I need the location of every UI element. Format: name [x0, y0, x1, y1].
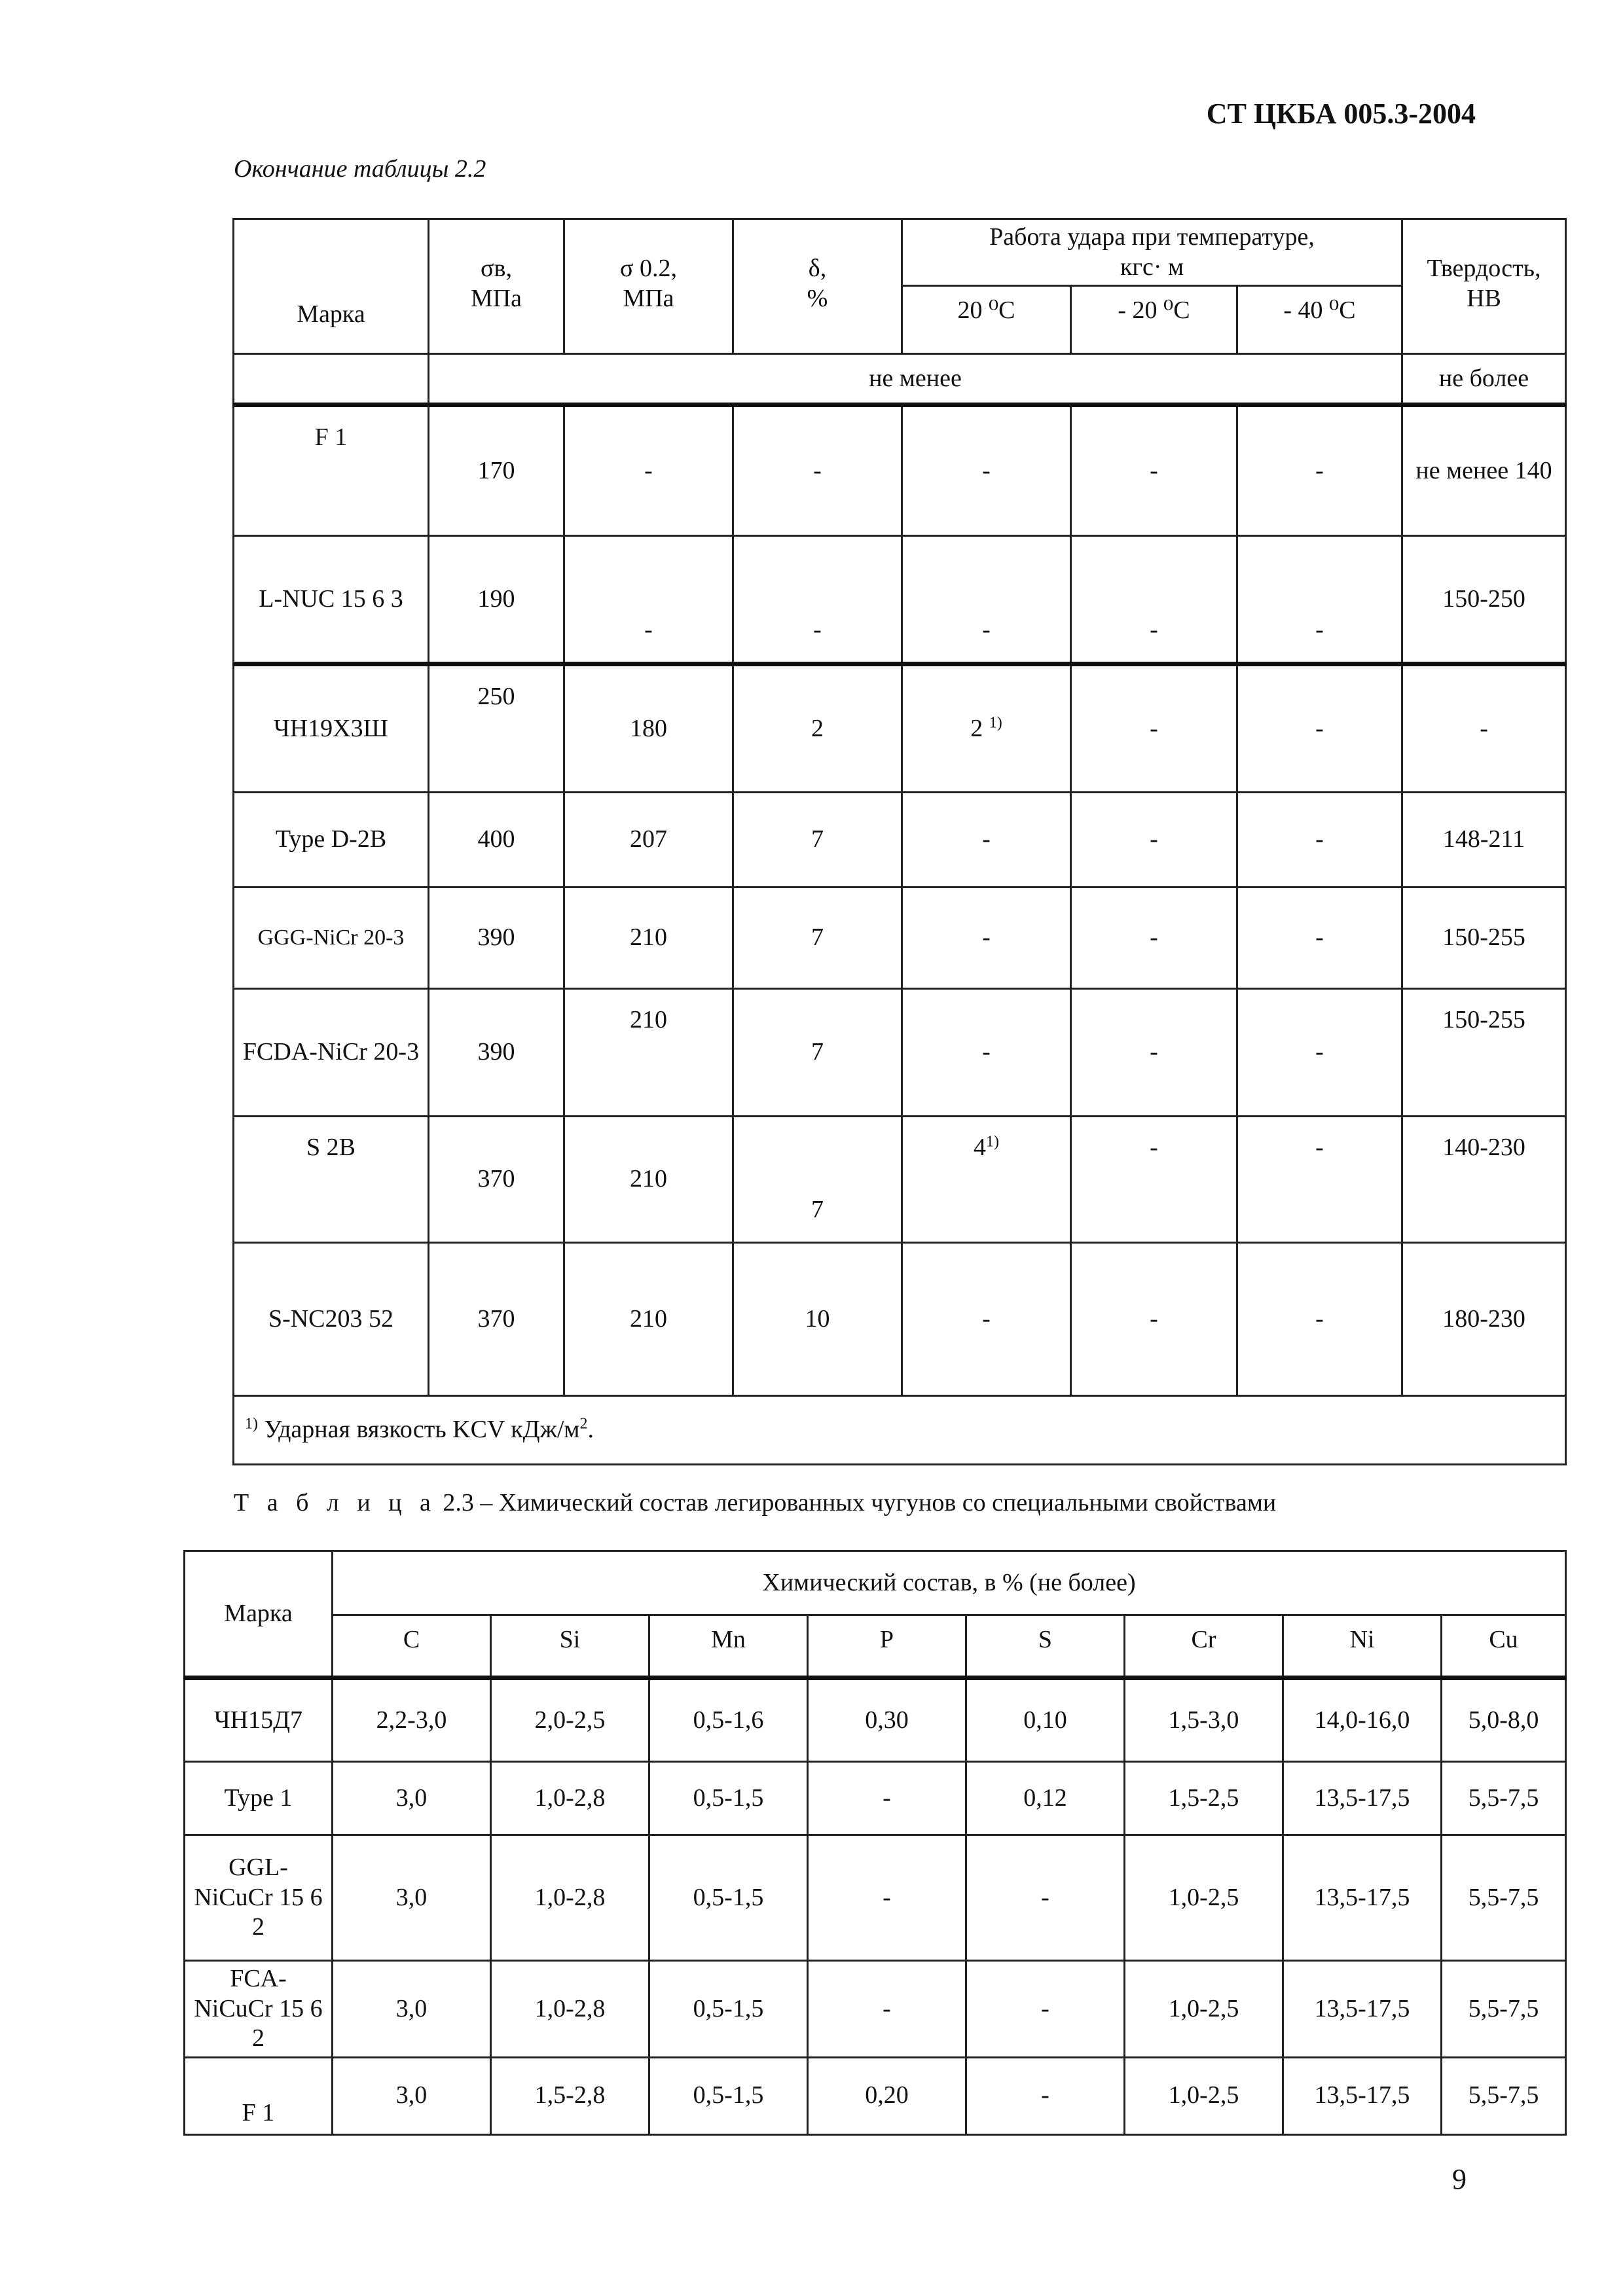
value-cell: 13,5-17,5 — [1283, 1762, 1442, 1835]
value-cell: 0,30 — [808, 1678, 966, 1762]
value-cell: 1,0-2,5 — [1125, 2057, 1283, 2134]
header-temp-20: 20 ⁰С — [902, 286, 1071, 354]
table-row — [234, 405, 1566, 536]
grade-cell: Type D-2B — [234, 793, 429, 888]
value-cell: - — [808, 1762, 966, 1835]
value-cell: 13,5-17,5 — [1283, 1835, 1442, 1961]
header-empty-cell — [234, 354, 429, 405]
value-cell: 1,0-2,8 — [491, 1835, 649, 1961]
value-cell: - — [733, 536, 902, 664]
value-cell: - — [1237, 405, 1402, 536]
value-cell: 210 — [564, 888, 733, 989]
value-cell: 0,5-1,6 — [649, 1678, 808, 1762]
value-cell: - — [1237, 664, 1402, 793]
value-cell: 0,12 — [966, 1762, 1125, 1835]
table-row — [234, 664, 1566, 793]
table-continuation-label: Окончание таблицы 2.2 — [234, 155, 486, 183]
header-sigma-b-symbol: σв, — [481, 255, 512, 282]
table-row — [185, 1678, 1566, 1762]
value-cell: 190 — [429, 536, 564, 664]
header-sigma-b — [429, 219, 564, 354]
value-text: 4 — [974, 1134, 986, 1162]
table-row — [185, 1835, 1566, 1961]
header-element-s: S — [966, 1615, 1125, 1678]
value-cell: - — [564, 536, 733, 664]
value-cell: 148-211 — [1402, 793, 1566, 888]
value-cell: - — [1237, 888, 1402, 989]
value-cell: 0,5-1,5 — [649, 1835, 808, 1961]
value-cell: 2 — [733, 664, 902, 793]
value-cell: - — [1071, 664, 1237, 793]
value-cell: - — [966, 2057, 1125, 2134]
value-cell: - — [1237, 1117, 1402, 1243]
header-hardness — [1402, 219, 1566, 354]
value-cell: 14,0-16,0 — [1283, 1678, 1442, 1762]
footnote-row — [234, 1396, 1566, 1465]
footnote — [234, 1396, 1566, 1465]
value-cell: 1,0-2,8 — [491, 1762, 649, 1835]
value-cell: 10 — [733, 1243, 902, 1396]
header-impact-work — [902, 219, 1402, 286]
value-cell: 3,0 — [333, 1762, 491, 1835]
value-cell: 3,0 — [333, 1835, 491, 1961]
value-cell: 1,5-2,5 — [1125, 1762, 1283, 1835]
table-row — [185, 1961, 1566, 2058]
value-cell: 0,20 — [808, 2057, 966, 2134]
value-cell: 7 — [733, 793, 902, 888]
grade-cell: F 1 — [185, 2057, 333, 2134]
value-cell: 13,5-17,5 — [1283, 2057, 1442, 2134]
value-cell: 140-230 — [1402, 1117, 1566, 1243]
header-sigma02-symbol: σ 0.2, — [620, 255, 677, 282]
value-cell: - — [966, 1961, 1125, 2058]
header-element-c: C — [333, 1615, 491, 1678]
value-cell: 0,5-1,5 — [649, 1762, 808, 1835]
value-cell: 0,5-1,5 — [649, 1961, 808, 2058]
value-cell: 150-250 — [1402, 536, 1566, 664]
value-cell: 2,0-2,5 — [491, 1678, 649, 1762]
header-element-si: Si — [491, 1615, 649, 1678]
value-cell: - — [1071, 1117, 1237, 1243]
value-cell: - — [1071, 536, 1237, 664]
value-cell: - — [902, 536, 1071, 664]
header-composition: Химический состав, в % (не более) — [333, 1551, 1566, 1615]
table-row — [234, 793, 1566, 888]
header-element-cr: Cr — [1125, 1615, 1283, 1678]
value-cell: 5,0-8,0 — [1442, 1678, 1566, 1762]
table-caption — [234, 1488, 1276, 1517]
table-row — [185, 1762, 1566, 1835]
value-cell: 3,0 — [333, 2057, 491, 2134]
grade-cell: FCA- NiCuCr 15 6 2 — [185, 1961, 333, 2058]
value-cell: 13,5-17,5 — [1283, 1961, 1442, 2058]
header-marka: Марка — [234, 219, 429, 354]
value-cell: 5,5-7,5 — [1442, 1762, 1566, 1835]
grade-cell: L-NUC 15 6 3 — [234, 536, 429, 664]
value-cell: 1,0-2,8 — [491, 1961, 649, 2058]
grade-cell: GGL- NiCuCr 15 6 2 — [185, 1835, 333, 1961]
header-not-more: не более — [1402, 354, 1566, 405]
table-row — [234, 888, 1566, 989]
grade-cell: ЧН15Д7 — [185, 1678, 333, 1762]
header-impact-title: Работа удара при температуре, — [989, 223, 1315, 251]
value-cell: 5,5-7,5 — [1442, 2057, 1566, 2134]
header-impact-unit: кгс· м — [1120, 253, 1184, 281]
value-cell: - — [902, 793, 1071, 888]
value-cell: - — [1071, 405, 1237, 536]
value-cell: 3,0 — [333, 1961, 491, 2058]
grade-cell: F 1 — [234, 405, 429, 536]
value-cell: - — [966, 1835, 1125, 1961]
value-cell: - — [1237, 793, 1402, 888]
value-cell: - — [1071, 888, 1237, 989]
value-cell: - — [733, 405, 902, 536]
value-cell: 5,5-7,5 — [1442, 1835, 1566, 1961]
value-cell: 1,0-2,5 — [1125, 1961, 1283, 2058]
chemical-composition-table — [183, 1550, 1567, 2136]
header-temp-minus40: - 40 ⁰С — [1237, 286, 1402, 354]
value-cell: - — [1237, 989, 1402, 1117]
value-cell: 7 — [733, 888, 902, 989]
table-row — [234, 1117, 1566, 1243]
value-cell: 7 — [733, 989, 902, 1117]
caption-prefix: Т а б л и ц а — [234, 1489, 437, 1516]
value-cell: 5,5-7,5 — [1442, 1961, 1566, 2058]
value-cell: - — [1237, 536, 1402, 664]
value-cell: 1,0-2,5 — [1125, 1835, 1283, 1961]
value-cell: - — [564, 405, 733, 536]
header-delta-symbol: δ, — [808, 255, 827, 282]
value-cell: - — [808, 1961, 966, 2058]
header-hardness-unit: НВ — [1467, 284, 1501, 312]
value-cell: - — [902, 989, 1071, 1117]
grade-cell: FCDA-NiCr 20-3 — [234, 989, 429, 1117]
value-cell: - — [902, 405, 1071, 536]
footnote-marker: 1) — [245, 1415, 258, 1433]
value-cell-footnoted — [902, 664, 1071, 793]
grade-cell: ЧН19Х3Ш — [234, 664, 429, 793]
footnote-end: . — [587, 1416, 594, 1444]
value-cell: 0,5-1,5 — [649, 2057, 808, 2134]
header-element-p: P — [808, 1615, 966, 1678]
value-cell: 250 — [429, 664, 564, 793]
document-code: СТ ЦКБА 005.3-2004 — [1206, 98, 1476, 130]
grade-cell: S-NC203 52 — [234, 1243, 429, 1396]
header-element-cu: Cu — [1442, 1615, 1566, 1678]
value-cell: 207 — [564, 793, 733, 888]
caption-text: 2.3 – Химический состав легированных чугунов со специальными свойствами — [443, 1489, 1277, 1516]
value-cell: - — [1071, 1243, 1237, 1396]
value-cell-footnoted — [902, 1117, 1071, 1243]
value-cell: 150-255 — [1402, 888, 1566, 989]
header-not-less: не менее — [429, 354, 1402, 405]
value-cell: - — [902, 1243, 1071, 1396]
header-delta — [733, 219, 902, 354]
value-cell: 7 — [733, 1117, 902, 1243]
value-cell: - — [1071, 989, 1237, 1117]
table-row — [234, 989, 1566, 1117]
footnote-ref: 1) — [989, 714, 1002, 732]
value-cell: - — [902, 888, 1071, 989]
value-cell: 170 — [429, 405, 564, 536]
value-cell: - — [808, 1835, 966, 1961]
value-cell: - — [1237, 1243, 1402, 1396]
header-delta-unit: % — [807, 284, 828, 312]
header-sigma-b-unit: МПа — [470, 284, 522, 312]
header-temp-minus20: - 20 ⁰С — [1071, 286, 1237, 354]
header-element-ni: Ni — [1283, 1615, 1442, 1678]
value-cell: 210 — [564, 1243, 733, 1396]
table-row — [234, 536, 1566, 664]
header-element-mn: Mn — [649, 1615, 808, 1678]
footnote-ref: 1) — [986, 1133, 999, 1151]
value-cell: 210 — [564, 989, 733, 1117]
footnote-text: Ударная вязкость KCV кДж/м — [264, 1416, 580, 1444]
value-cell: 390 — [429, 989, 564, 1117]
value-cell: 370 — [429, 1117, 564, 1243]
grade-cell: GGG-NiCr 20-3 — [234, 888, 429, 989]
value-cell: не менее 140 — [1402, 405, 1566, 536]
value-cell: 0,10 — [966, 1678, 1125, 1762]
value-cell: - — [1402, 664, 1566, 793]
value-cell: 210 — [564, 1117, 733, 1243]
table-row — [185, 2057, 1566, 2134]
value-cell: 1,5-2,8 — [491, 2057, 649, 2134]
grade-cell: Type 1 — [185, 1762, 333, 1835]
footnote-exponent: 2 — [579, 1415, 588, 1433]
header-marka: Марка — [185, 1551, 333, 1678]
value-text: 2 — [970, 714, 983, 742]
header-sigma02 — [564, 219, 733, 354]
value-cell: 390 — [429, 888, 564, 989]
value-cell: 1,5-3,0 — [1125, 1678, 1283, 1762]
table-row — [234, 1243, 1566, 1396]
value-cell: 180-230 — [1402, 1243, 1566, 1396]
value-cell: - — [1071, 793, 1237, 888]
header-sigma02-unit: МПа — [623, 284, 674, 312]
page-number: 9 — [1452, 2163, 1467, 2195]
mechanical-properties-table — [232, 218, 1567, 1465]
header-hardness-title: Твердость, — [1427, 255, 1541, 282]
value-cell: 2,2-3,0 — [333, 1678, 491, 1762]
value-cell: 370 — [429, 1243, 564, 1396]
value-cell: 150-255 — [1402, 989, 1566, 1117]
grade-cell: S 2B — [234, 1117, 429, 1243]
value-cell: 400 — [429, 793, 564, 888]
value-cell: 180 — [564, 664, 733, 793]
